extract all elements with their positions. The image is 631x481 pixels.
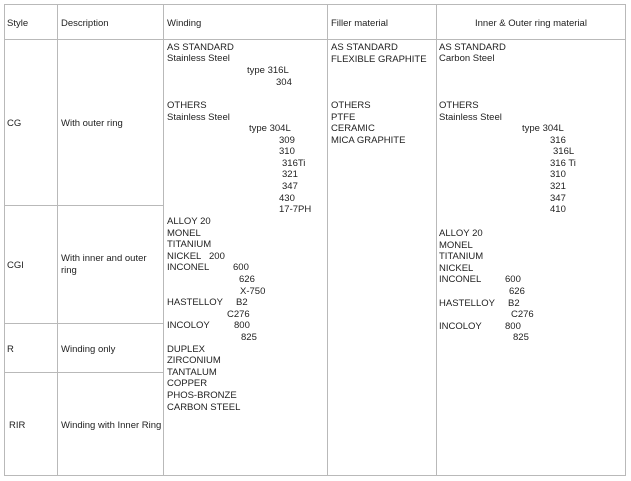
- alloy-name: PHOS-BRONZE: [167, 389, 237, 401]
- winding-others-heading: OTHERS: [167, 100, 207, 111]
- stainless-steel-type: 309: [279, 134, 295, 146]
- gasket-material-table: [4, 4, 626, 476]
- alloy-name: TITANIUM: [439, 251, 484, 263]
- winding-standard-heading: AS STANDARD: [167, 42, 234, 53]
- filler-material: FLEXIBLE GRAPHITE: [331, 53, 427, 65]
- winding-others-material: Stainless Steel: [167, 112, 230, 123]
- winding-standard-type: 304: [276, 77, 292, 88]
- row-divider: [5, 205, 163, 206]
- alloy-name: NICKEL: [439, 262, 474, 274]
- alloy-name: CARBON STEEL: [167, 401, 241, 413]
- stainless-steel-type: type 304L: [522, 123, 564, 134]
- column-divider: [57, 5, 58, 475]
- alloy-name: INCOLOY: [439, 320, 482, 332]
- alloy-grade: 626: [509, 285, 525, 297]
- stainless-steel-type: 310: [279, 146, 295, 158]
- alloy-grade: C276: [227, 308, 250, 320]
- stainless-steel-type: type 304L: [249, 123, 291, 134]
- row-divider: [5, 372, 163, 373]
- alloy-name: NICKEL: [167, 250, 202, 262]
- row-divider: [5, 323, 163, 324]
- stainless-steel-type: 17-7PH: [279, 204, 312, 216]
- row-style-cg: CG: [7, 118, 22, 129]
- header-ring-material: Inner & Outer ring material: [475, 18, 587, 29]
- alloy-name: HASTELLOY: [439, 297, 495, 309]
- stainless-steel-type: 430: [279, 192, 295, 204]
- winding-standard-type: type 316L: [247, 65, 289, 76]
- alloy-grade: 600: [505, 274, 521, 286]
- alloy-grade: C276: [511, 309, 534, 321]
- stainless-steel-type: 316L: [553, 146, 575, 158]
- stainless-steel-type: 347: [550, 192, 566, 204]
- row-style-cgi: CGI: [7, 260, 24, 271]
- alloy-name: INCONEL: [167, 262, 210, 274]
- row-description-r: Winding only: [61, 344, 116, 355]
- row-style-r: R: [7, 344, 14, 355]
- stainless-steel-type: 316Ti: [282, 157, 306, 169]
- header-filler-material: Filler material: [331, 18, 389, 29]
- ring-standard-material: Carbon Steel: [439, 53, 495, 64]
- alloy-grade: X-750: [240, 285, 266, 297]
- alloy-grade: B2: [236, 297, 248, 309]
- filler-material: CERAMIC: [331, 123, 375, 135]
- alloy-name: TITANIUM: [167, 239, 212, 251]
- row-description-cgi: With inner and outer ring: [61, 253, 147, 276]
- alloy-grade: B2: [508, 297, 520, 309]
- stainless-steel-type: 316 Ti: [550, 157, 576, 169]
- header-style: Style: [7, 18, 29, 29]
- winding-standard-material: Stainless Steel: [167, 53, 230, 64]
- column-divider: [436, 5, 437, 475]
- filler-material: AS STANDARD: [331, 42, 398, 53]
- column-divider: [163, 5, 164, 475]
- header-description: Description: [61, 18, 109, 29]
- alloy-name: HASTELLOY: [167, 297, 223, 309]
- stainless-steel-type: 316: [550, 134, 566, 146]
- stainless-steel-type: 347: [282, 180, 298, 192]
- header-divider: [5, 39, 625, 40]
- column-divider: [327, 5, 328, 475]
- alloy-name: TANTALUM: [167, 366, 217, 378]
- alloy-name: INCOLOY: [167, 320, 210, 332]
- alloy-grade: 825: [241, 331, 257, 343]
- row-description-rir: Winding with Inner Ring: [61, 420, 162, 431]
- stainless-steel-type: 321: [550, 180, 566, 192]
- alloy-name: ALLOY 20: [167, 216, 211, 227]
- alloy-name: ZIRCONIUM: [167, 355, 221, 367]
- header-winding: Winding: [167, 18, 202, 29]
- filler-material: OTHERS: [331, 100, 371, 111]
- alloy-grade: 200: [209, 250, 225, 262]
- alloy-name: MONEL: [439, 239, 473, 251]
- stainless-steel-type: 410: [550, 204, 566, 216]
- alloy-grade: 825: [513, 332, 529, 344]
- stainless-steel-type: 321: [282, 169, 298, 181]
- ring-others-heading: OTHERS: [439, 100, 479, 111]
- ring-others-material: Stainless Steel: [439, 112, 502, 123]
- alloy-grade: 626: [239, 273, 255, 285]
- alloy-name: MONEL: [167, 227, 201, 239]
- ring-standard-heading: AS STANDARD: [439, 42, 506, 53]
- stainless-steel-type: 310: [550, 169, 566, 181]
- row-description-cg: With outer ring: [61, 118, 123, 129]
- filler-material: MICA GRAPHITE: [331, 134, 406, 146]
- alloy-grade: 800: [505, 320, 521, 332]
- alloy-grade: 800: [234, 320, 250, 332]
- alloy-grade: 600: [233, 262, 249, 274]
- filler-material: PTFE: [331, 111, 356, 123]
- alloy-name: ALLOY 20: [439, 228, 483, 239]
- row-style-rir: RIR: [9, 420, 26, 431]
- alloy-name: COPPER: [167, 378, 208, 390]
- alloy-name: INCONEL: [439, 274, 482, 286]
- alloy-name: DUPLEX: [167, 343, 206, 355]
